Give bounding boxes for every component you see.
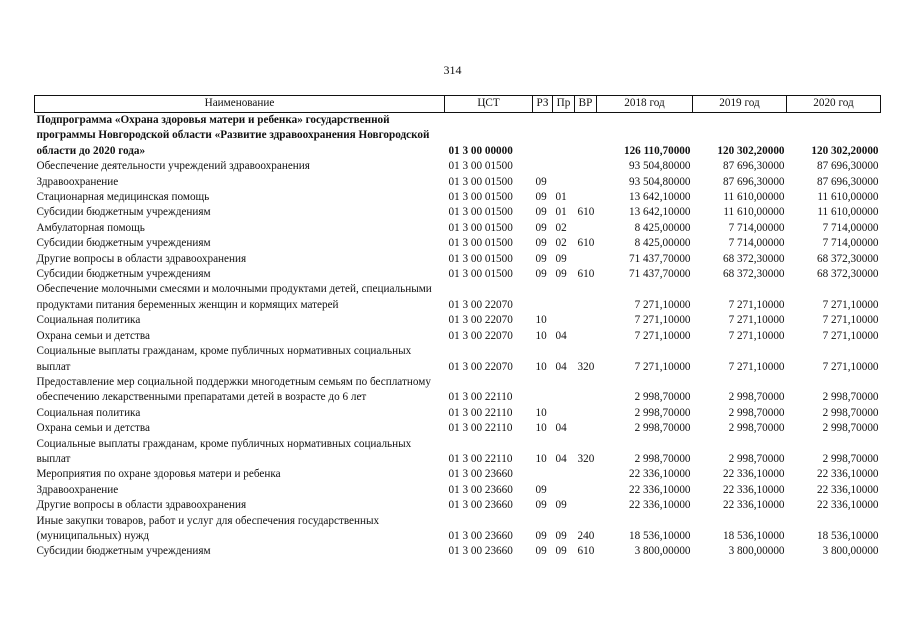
row-value-2018: 13 642,10000 <box>628 206 691 219</box>
row-cst: 01 3 00 22070 <box>448 314 513 327</box>
row-pr: 04 <box>555 422 567 435</box>
table-row <box>35 421 881 436</box>
row-pr <box>553 483 575 498</box>
table-row <box>35 252 881 267</box>
row-rz: 10 <box>535 360 547 373</box>
table-row <box>35 375 881 406</box>
header-2018: 2018 год <box>597 96 693 113</box>
row-value-2018: 71 437,70000 <box>628 268 691 281</box>
row-value-2018: 3 800,00000 <box>634 545 691 558</box>
row-value-2020: 87 696,30000 <box>816 175 879 188</box>
row-name: Иные закупки товаров, работ и услуг для обеспечения государственных (муниципальных) нужд <box>36 514 380 542</box>
row-value-2020: 11 610,00000 <box>817 206 879 219</box>
row-cst: 01 3 00 01500 <box>448 206 513 219</box>
row-value-2020: 68 372,30000 <box>816 252 879 265</box>
row-value-2018: 2 998,70000 <box>634 391 691 404</box>
row-pr <box>553 406 575 421</box>
row-pr: 02 <box>555 237 567 250</box>
row-value-2020: 7 271,10000 <box>822 360 879 373</box>
row-value-2018: 7 271,10000 <box>634 314 691 327</box>
row-value-2019: 7 714,00000 <box>728 237 785 250</box>
row-name: Субсидии бюджетным учреждениям <box>36 206 211 219</box>
row-value-2019: 87 696,30000 <box>722 160 785 173</box>
row-pr <box>553 375 575 406</box>
row-vr <box>575 252 597 267</box>
row-name: Стационарная медицинская помощь <box>36 191 210 204</box>
row-value-2018: 22 336,10000 <box>628 468 691 481</box>
table-row <box>35 190 881 205</box>
row-value-2018: 2 998,70000 <box>634 406 691 419</box>
row-pr: 01 <box>555 206 567 219</box>
row-name: Социальные выплаты гражданам, кроме публичных нормативных социальных выплат <box>36 437 412 465</box>
row-value-2019: 2 998,70000 <box>728 422 785 435</box>
row-value-2019: 120 302,20000 <box>717 144 785 157</box>
row-value-2019: 7 714,00000 <box>728 221 785 234</box>
row-pr: 09 <box>555 268 567 281</box>
table-row <box>35 175 881 190</box>
row-value-2019: 3 800,00000 <box>728 545 785 558</box>
row-name: Другие вопросы в области здравоохранения <box>36 499 247 512</box>
row-name: Субсидии бюджетным учреждениям <box>36 237 211 250</box>
row-value-2020: 22 336,10000 <box>816 468 879 481</box>
row-rz <box>533 467 553 482</box>
row-vr <box>575 498 597 513</box>
table-row <box>35 113 881 160</box>
row-vr <box>575 113 597 160</box>
row-vr <box>575 175 597 190</box>
row-pr <box>553 159 575 174</box>
row-cst: 01 3 00 22110 <box>448 452 513 465</box>
row-value-2020: 22 336,10000 <box>816 499 879 512</box>
row-name: Субсидии бюджетным учреждениям <box>36 545 211 558</box>
row-rz: 09 <box>535 252 547 265</box>
row-pr <box>553 113 575 160</box>
row-cst: 01 3 00 01500 <box>448 160 513 173</box>
row-rz: 10 <box>535 406 547 419</box>
row-cst: 01 3 00 01500 <box>448 175 513 188</box>
row-value-2018: 22 336,10000 <box>628 499 691 512</box>
row-pr: 02 <box>555 221 567 234</box>
row-name: Обеспечение деятельности учреждений здравоохранения <box>36 160 310 173</box>
row-value-2019: 68 372,30000 <box>722 268 785 281</box>
row-vr <box>575 282 597 313</box>
table-row <box>35 329 881 344</box>
row-value-2020: 2 998,70000 <box>822 422 879 435</box>
row-pr <box>553 282 575 313</box>
row-value-2019: 2 998,70000 <box>728 391 785 404</box>
table-row <box>35 406 881 421</box>
row-name: Предоставление мер социальной поддержки многодетным семьям по бесплатному обеспечению лекарственными препаратами детей в возрасте до 6 лет <box>36 375 431 404</box>
row-rz: 09 <box>535 545 547 558</box>
row-value-2018: 8 425,00000 <box>634 221 691 234</box>
row-rz: 10 <box>535 314 547 327</box>
row-rz: 09 <box>535 499 547 512</box>
row-rz: 10 <box>535 329 547 342</box>
row-value-2019: 7 271,10000 <box>728 298 785 311</box>
row-cst: 01 3 00 23660 <box>448 545 513 558</box>
row-pr <box>553 175 575 190</box>
row-pr: 09 <box>555 499 567 512</box>
header-vr: ВР <box>575 96 597 113</box>
row-value-2020: 7 271,10000 <box>822 314 879 327</box>
row-name: Здравоохранение <box>36 175 119 188</box>
table-row <box>35 483 881 498</box>
row-vr <box>575 421 597 436</box>
row-value-2018: 71 437,70000 <box>628 252 691 265</box>
row-value-2018: 7 271,10000 <box>634 298 691 311</box>
row-name: Охрана семьи и детства <box>36 329 150 342</box>
row-cst: 01 3 00 00000 <box>448 144 513 157</box>
row-value-2018: 22 336,10000 <box>628 483 691 496</box>
row-rz: 09 <box>535 237 547 250</box>
table-row <box>35 236 881 251</box>
row-value-2019: 7 271,10000 <box>728 314 785 327</box>
row-value-2018: 7 271,10000 <box>634 329 691 342</box>
header-name: Наименование <box>35 96 445 113</box>
budget-table <box>34 95 881 560</box>
header-cst: ЦСТ <box>445 96 533 113</box>
row-vr: 610 <box>577 545 595 558</box>
row-value-2018: 13 642,10000 <box>628 191 691 204</box>
row-rz <box>533 282 553 313</box>
row-value-2020: 11 610,00000 <box>817 191 879 204</box>
row-cst: 01 3 00 23660 <box>448 499 513 512</box>
page-number: 314 <box>443 63 462 77</box>
row-rz <box>533 113 553 160</box>
row-cst: 01 3 00 22070 <box>448 360 513 373</box>
row-value-2019: 2 998,70000 <box>728 452 785 465</box>
row-rz: 10 <box>535 452 547 465</box>
row-value-2019: 68 372,30000 <box>722 252 785 265</box>
row-name: Другие вопросы в области здравоохранения <box>36 252 247 265</box>
row-value-2020: 18 536,10000 <box>816 529 879 542</box>
table-header-row <box>35 96 881 113</box>
table-row <box>35 437 881 468</box>
row-name: Здравоохранение <box>36 483 119 496</box>
row-pr: 04 <box>555 452 567 465</box>
row-value-2019: 7 271,10000 <box>728 360 785 373</box>
row-rz: 09 <box>535 175 547 188</box>
row-name: Охрана семьи и детства <box>36 422 150 435</box>
row-name: Субсидии бюджетным учреждениям <box>36 268 211 281</box>
row-cst: 01 3 00 01500 <box>448 252 513 265</box>
row-vr: 610 <box>577 206 595 219</box>
row-cst: 01 3 00 22110 <box>448 422 513 435</box>
row-value-2018: 8 425,00000 <box>634 237 691 250</box>
table-row <box>35 498 881 513</box>
table-body <box>35 113 881 560</box>
table-row <box>35 313 881 328</box>
row-value-2019: 7 271,10000 <box>728 329 785 342</box>
row-pr: 04 <box>555 360 567 373</box>
row-vr: 240 <box>577 529 595 542</box>
row-cst: 01 3 00 23660 <box>448 468 513 481</box>
row-name: Обеспечение молочными смесями и молочными продуктами детей, специальными продуктами питания беременных женщин и кормящих матерей <box>36 283 432 311</box>
row-value-2020: 7 271,10000 <box>822 329 879 342</box>
table-row <box>35 205 881 220</box>
row-rz <box>533 159 553 174</box>
row-name: Социальная политика <box>36 314 141 327</box>
row-cst: 01 3 00 23660 <box>448 529 513 542</box>
table-row <box>35 514 881 545</box>
row-name: Социальные выплаты гражданам, кроме публичных нормативных социальных выплат <box>36 345 412 373</box>
row-value-2018: 93 504,80000 <box>628 160 691 173</box>
row-cst: 01 3 00 01500 <box>448 237 513 250</box>
row-vr: 320 <box>577 360 595 373</box>
row-pr: 09 <box>555 252 567 265</box>
table-row <box>35 221 881 236</box>
row-vr <box>575 159 597 174</box>
row-value-2020: 7 271,10000 <box>822 298 879 311</box>
row-name: Мероприятия по охране здоровья матери и ребенка <box>36 468 281 481</box>
row-value-2020: 120 302,20000 <box>811 144 879 157</box>
row-pr: 01 <box>555 191 567 204</box>
row-vr: 610 <box>577 237 595 250</box>
row-value-2019: 22 336,10000 <box>722 483 785 496</box>
row-value-2019: 87 696,30000 <box>722 175 785 188</box>
header-2020: 2020 год <box>787 96 881 113</box>
row-vr <box>575 467 597 482</box>
row-vr <box>575 313 597 328</box>
row-value-2020: 7 714,00000 <box>822 237 879 250</box>
header-rz: РЗ <box>533 96 553 113</box>
row-rz: 09 <box>535 206 547 219</box>
row-value-2018: 93 504,80000 <box>628 175 691 188</box>
row-vr <box>575 483 597 498</box>
row-value-2019: 22 336,10000 <box>722 468 785 481</box>
row-value-2019: 11 610,00000 <box>723 191 785 204</box>
row-pr: 04 <box>555 329 567 342</box>
row-value-2019: 11 610,00000 <box>723 206 785 219</box>
row-value-2018: 2 998,70000 <box>634 452 691 465</box>
row-value-2018: 7 271,10000 <box>634 360 691 373</box>
table-row <box>35 344 881 375</box>
row-value-2020: 68 372,30000 <box>816 268 879 281</box>
row-cst: 01 3 00 22070 <box>448 329 513 342</box>
row-cst: 01 3 00 01500 <box>448 268 513 281</box>
row-rz: 10 <box>535 422 547 435</box>
row-value-2019: 2 998,70000 <box>728 406 785 419</box>
row-rz <box>533 375 553 406</box>
row-vr <box>575 329 597 344</box>
row-value-2019: 18 536,10000 <box>722 529 785 542</box>
row-pr <box>553 467 575 482</box>
row-value-2018: 2 998,70000 <box>634 422 691 435</box>
row-value-2018: 126 110,70000 <box>623 144 691 157</box>
row-name: Амбулаторная помощь <box>36 221 145 234</box>
row-pr: 09 <box>555 529 567 542</box>
row-cst: 01 3 00 22110 <box>448 391 513 404</box>
row-rz: 09 <box>535 529 547 542</box>
row-vr <box>575 406 597 421</box>
row-vr: 320 <box>577 452 595 465</box>
row-value-2020: 87 696,30000 <box>816 160 879 173</box>
row-vr <box>575 190 597 205</box>
row-value-2019: 22 336,10000 <box>722 499 785 512</box>
row-cst: 01 3 00 23660 <box>448 483 513 496</box>
header-2019: 2019 год <box>693 96 787 113</box>
row-cst: 01 3 00 22110 <box>448 406 513 419</box>
row-rz: 09 <box>535 191 547 204</box>
table-row <box>35 544 881 559</box>
row-value-2020: 2 998,70000 <box>822 391 879 404</box>
row-value-2020: 3 800,00000 <box>822 545 879 558</box>
row-name: Подпрограмма «Охрана здоровья матери и ребенка» государственной программы Новгородской области «Развитие здравоохранения Новгородской области до 2020 года» <box>36 114 430 157</box>
row-cst: 01 3 00 01500 <box>448 191 513 204</box>
row-rz: 09 <box>535 483 547 496</box>
row-name: Социальная политика <box>36 406 141 419</box>
row-value-2020: 7 714,00000 <box>822 221 879 234</box>
header-pr: Пр <box>553 96 575 113</box>
row-value-2020: 2 998,70000 <box>822 452 879 465</box>
row-rz: 09 <box>535 268 547 281</box>
table-row <box>35 467 881 482</box>
row-value-2020: 2 998,70000 <box>822 406 879 419</box>
row-vr <box>575 221 597 236</box>
row-value-2020: 22 336,10000 <box>816 483 879 496</box>
row-pr: 09 <box>555 545 567 558</box>
row-vr: 610 <box>577 268 595 281</box>
row-cst: 01 3 00 22070 <box>448 298 513 311</box>
row-vr <box>575 375 597 406</box>
table-row <box>35 267 881 282</box>
table-row <box>35 282 881 313</box>
row-rz: 09 <box>535 221 547 234</box>
table-row <box>35 159 881 174</box>
row-pr <box>553 313 575 328</box>
row-value-2018: 18 536,10000 <box>628 529 691 542</box>
row-cst: 01 3 00 01500 <box>448 221 513 234</box>
